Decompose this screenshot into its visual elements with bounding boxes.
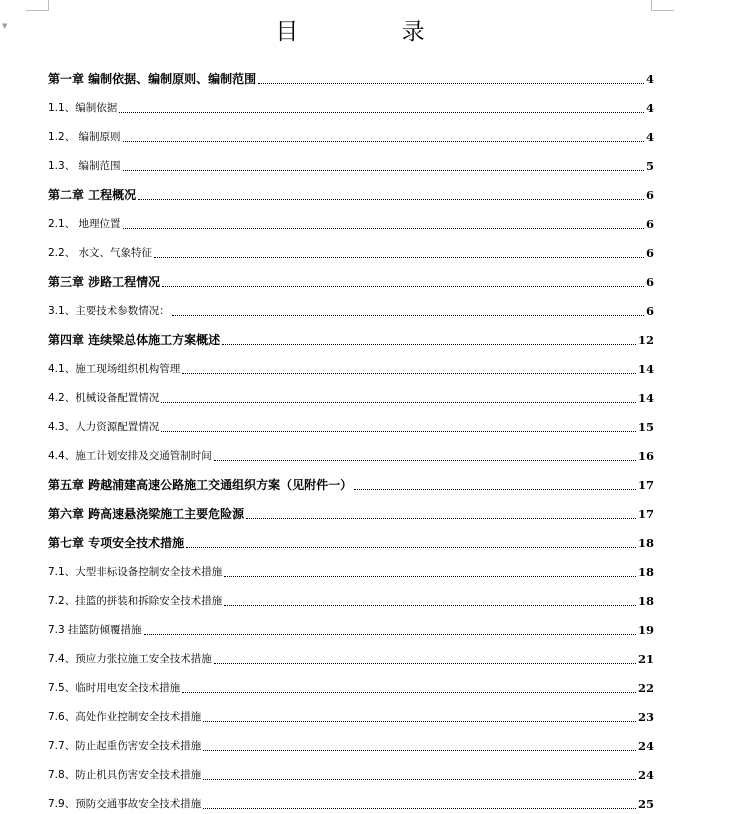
toc-entry-title: 7.6、高处作业控制安全技术措施 (48, 711, 202, 723)
toc-entry-title: 第二章 工程概况 (48, 188, 137, 202)
toc-dot-leader (246, 518, 636, 519)
toc-dot-leader (203, 808, 636, 809)
toc-entry-title: 4.3、人力资源配置情况 (48, 421, 160, 433)
toc-section-entry[interactable] (48, 640, 654, 669)
toc-page-number: 14 (637, 391, 654, 405)
toc-chapter-entry[interactable] (48, 524, 654, 553)
toc-section-entry[interactable] (48, 350, 654, 379)
toc-dot-leader (203, 721, 636, 722)
toc-section-entry[interactable] (48, 408, 654, 437)
toc-page-number: 4 (645, 101, 654, 115)
toc-page-number: 21 (637, 652, 654, 666)
toc-page-number: 6 (645, 246, 654, 260)
toc-section-entry[interactable] (48, 379, 654, 408)
toc-dot-leader (224, 576, 636, 577)
toc-dot-leader (186, 547, 636, 548)
toc-chapter-entry[interactable] (48, 263, 654, 292)
toc-entry-title: 第一章 编制依据、编制原则、编制范围 (48, 72, 257, 86)
toc-section-entry[interactable] (48, 234, 654, 263)
toc-section-entry[interactable] (48, 727, 654, 756)
toc-page-number: 5 (645, 159, 654, 173)
toc-section-entry[interactable] (48, 553, 654, 582)
toc-dot-leader (354, 489, 636, 490)
toc-dot-leader (182, 373, 636, 374)
toc-page-number: 22 (637, 681, 654, 695)
toc-dot-leader (222, 344, 636, 345)
toc-dot-leader (203, 779, 636, 780)
toc-page-number: 6 (645, 217, 654, 231)
toc-entry-title: 4.2、机械设备配置情况 (48, 392, 160, 404)
toc-dot-leader (138, 199, 644, 200)
toc-section-entry[interactable] (48, 756, 654, 785)
toc-chapter-entry[interactable] (48, 466, 654, 495)
toc-dot-leader (203, 750, 636, 751)
toc-page-number: 24 (637, 768, 654, 782)
toc-dot-leader (119, 112, 644, 113)
toc-chapter-entry[interactable] (48, 495, 654, 524)
page-title: 目 录 (275, 19, 473, 45)
toc-page-number: 24 (637, 739, 654, 753)
toc-entry-title: 第六章 跨高速悬浇梁施工主要危险源 (48, 507, 245, 521)
toc-dot-leader (123, 141, 644, 142)
toc-page-number: 6 (645, 275, 654, 289)
toc-entry-title: 1.1、编制依据 (48, 102, 118, 114)
toc-section-entry[interactable] (48, 669, 654, 698)
toc-entry-title: 7.8、防止机具伤害安全技术措施 (48, 769, 202, 781)
toc-page-number: 14 (637, 362, 654, 376)
toc-dot-leader (162, 286, 644, 287)
toc-section-entry[interactable] (48, 611, 654, 640)
toc-page-number: 18 (637, 594, 654, 608)
toc-page-number: 12 (637, 333, 654, 347)
toc-page-number: 25 (637, 797, 654, 811)
toc-entry-title: 4.1、施工现场组织机构管理 (48, 363, 181, 375)
toc-dot-leader (182, 692, 636, 693)
page-corner-mark-right (651, 0, 674, 11)
toc-page-number: 4 (645, 72, 654, 86)
toc-dot-leader (172, 315, 644, 316)
toc-page-number: 17 (637, 478, 654, 492)
toc-dot-leader (214, 460, 636, 461)
toc-page-number: 4 (645, 130, 654, 144)
toc-page-number: 19 (637, 623, 654, 637)
toc-dot-leader (224, 605, 636, 606)
toc-chapter-entry[interactable] (48, 321, 654, 350)
toc-page-number: 6 (645, 304, 654, 318)
toc-chapter-entry[interactable] (48, 60, 654, 89)
toc-dot-leader (123, 170, 644, 171)
toc-page-number: 15 (637, 420, 654, 434)
toc-dot-leader (161, 431, 636, 432)
toc-section-entry[interactable] (48, 292, 654, 321)
toc-section-entry[interactable] (48, 698, 654, 727)
toc-section-entry[interactable] (48, 89, 654, 118)
toc-entry-title: 第三章 涉路工程情况 (48, 275, 161, 289)
toc-dot-leader (123, 228, 644, 229)
toc-chapter-entry[interactable] (48, 176, 654, 205)
toc-page-number: 18 (637, 536, 654, 550)
toc-entry-title: 7.7、防止起重伤害安全技术措施 (48, 740, 202, 752)
toc-entry-title: 7.9、预防交通事故安全技术措施 (48, 798, 202, 810)
toc-entry-title: 3.1、主要技术参数情况： (48, 305, 170, 317)
toc-dot-leader (258, 83, 644, 84)
toc-page-number: 16 (637, 449, 654, 463)
toc-dot-leader (161, 402, 636, 403)
toc-entry-title: 7.5、临时用电安全技术措施 (48, 682, 181, 694)
table-of-contents (48, 60, 654, 814)
toc-entry-title: 7.3 挂篮防倾覆措施 (48, 624, 142, 636)
toc-entry-title: 7.4、预应力张拉施工安全技术措施 (48, 653, 212, 665)
toc-entry-title: 2.1、 地理位置 (48, 218, 121, 230)
toc-section-entry[interactable] (48, 205, 654, 234)
toc-entry-title: 1.3、 编制范围 (48, 160, 121, 172)
toc-section-entry[interactable] (48, 785, 654, 814)
toc-dot-leader (214, 663, 636, 664)
toc-section-entry[interactable] (48, 118, 654, 147)
toc-entry-title: 7.1、大型非标设备控制安全技术措施 (48, 566, 223, 578)
toc-page-number: 18 (637, 565, 654, 579)
toc-entry-title: 2.2、 水文、气象特征 (48, 247, 153, 259)
toc-section-entry[interactable] (48, 147, 654, 176)
toc-entry-title: 第五章 跨越浦建高速公路施工交通组织方案（见附件一） (48, 478, 353, 492)
toc-entry-title: 1.2、 编制原则 (48, 131, 121, 143)
toc-entry-title: 第七章 专项安全技术措施 (48, 536, 185, 550)
toc-entry-title: 4.4、施工计划安排及交通管制时间 (48, 450, 212, 462)
toc-dot-leader (144, 634, 636, 635)
page-corner-mark-left (26, 0, 49, 11)
toc-page-number: 17 (637, 507, 654, 521)
toc-page-number: 23 (637, 710, 654, 724)
toc-entry-title: 7.2、挂篮的拼装和拆除安全技术措施 (48, 595, 223, 607)
toc-dot-leader (154, 257, 644, 258)
toc-section-entry[interactable] (48, 582, 654, 611)
toc-page-number: 6 (645, 188, 654, 202)
collapse-arrow-icon[interactable]: ▼ (2, 22, 8, 30)
toc-entry-title: 第四章 连续梁总体施工方案概述 (48, 333, 221, 347)
toc-section-entry[interactable] (48, 437, 654, 466)
